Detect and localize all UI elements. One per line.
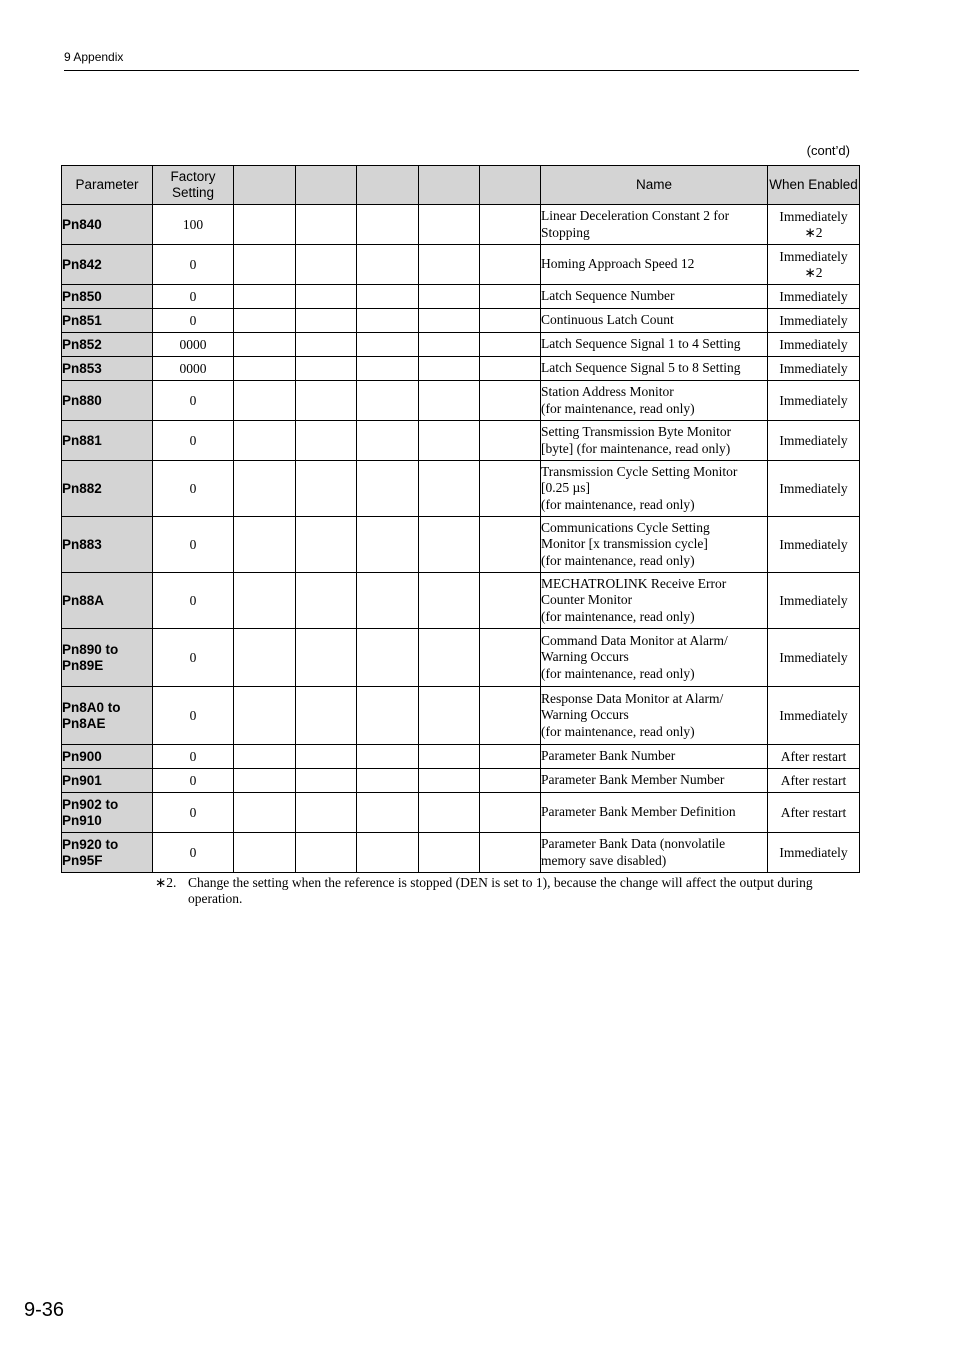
blank-cell <box>296 357 357 381</box>
name-cell <box>541 573 768 629</box>
parameter-cell <box>62 833 153 873</box>
header-when-enabled: When Enabled <box>768 166 860 205</box>
blank-cell <box>357 333 419 357</box>
factory-setting-cell: 100 <box>153 205 234 245</box>
factory-setting-cell: 0 <box>153 461 234 517</box>
factory-setting-cell: 0 <box>153 745 234 769</box>
blank-cell <box>234 573 296 629</box>
parameter-line: Pn901 <box>62 772 102 788</box>
when-enabled-line: Immediately <box>779 208 848 224</box>
when-enabled-cell <box>768 461 860 517</box>
name-line: Parameter Bank Member Number <box>541 772 725 788</box>
when-enabled-line: Immediately <box>779 536 848 552</box>
blank-cell <box>234 421 296 461</box>
blank-cell <box>234 629 296 687</box>
blank-cell <box>357 833 419 873</box>
name-cell <box>541 245 768 285</box>
table-row <box>62 333 860 357</box>
parameter-table <box>61 165 860 873</box>
blank-cell <box>296 517 357 573</box>
blank-cell <box>296 573 357 629</box>
factory-setting-cell: 0 <box>153 285 234 309</box>
table-row <box>62 461 860 517</box>
factory-setting-cell: 0 <box>153 309 234 333</box>
name-cell <box>541 309 768 333</box>
table-row <box>62 793 860 833</box>
when-enabled-line: Immediately <box>779 288 848 304</box>
blank-cell <box>419 245 480 285</box>
blank-cell <box>480 833 541 873</box>
blank-cell <box>357 421 419 461</box>
name-cell <box>541 517 768 573</box>
parameter-line: Pn890 to <box>62 641 119 657</box>
blank-cell <box>234 745 296 769</box>
when-enabled-line: Immediately <box>779 592 848 608</box>
name-cell <box>541 381 768 421</box>
name-cell <box>541 357 768 381</box>
when-enabled-cell <box>768 309 860 333</box>
blank-cell <box>234 245 296 285</box>
parameter-line: Pn842 <box>62 256 102 272</box>
name-line: Command Data Monitor at Alarm/ <box>541 632 728 648</box>
when-enabled-line: Immediately <box>779 336 848 352</box>
factory-setting-cell: 0000 <box>153 333 234 357</box>
blank-cell <box>357 517 419 573</box>
when-enabled-cell <box>768 333 860 357</box>
name-line: Parameter Bank Member Definition <box>541 804 736 820</box>
name-line: MECHATROLINK Receive Error <box>541 575 727 591</box>
when-enabled-line: Immediately <box>779 360 848 376</box>
table-row <box>62 769 860 793</box>
blank-cell <box>296 421 357 461</box>
factory-setting-cell: 0 <box>153 769 234 793</box>
name-line: (for maintenance, read only) <box>541 496 695 512</box>
when-enabled-line: Immediately <box>779 480 848 496</box>
continued-label: (cont’d) <box>806 143 850 158</box>
parameter-cell <box>62 245 153 285</box>
header-blank-column <box>296 166 357 205</box>
blank-cell <box>419 421 480 461</box>
name-line: Continuous Latch Count <box>541 312 674 328</box>
parameter-cell <box>62 381 153 421</box>
when-enabled-line: Immediately <box>779 432 848 448</box>
blank-cell <box>480 517 541 573</box>
blank-cell <box>296 205 357 245</box>
parameter-cell <box>62 461 153 517</box>
blank-cell <box>357 461 419 517</box>
blank-cell <box>234 205 296 245</box>
blank-cell <box>480 333 541 357</box>
blank-cell <box>419 461 480 517</box>
name-line: (for maintenance, read only) <box>541 608 695 624</box>
table-row <box>62 573 860 629</box>
name-line: Latch Sequence Signal 1 to 4 Setting <box>541 336 741 352</box>
blank-cell <box>357 629 419 687</box>
when-enabled-line: ∗2 <box>804 264 823 280</box>
blank-cell <box>357 309 419 333</box>
parameter-cell <box>62 745 153 769</box>
footnote <box>155 875 855 907</box>
parameter-line: Pn89E <box>62 657 104 673</box>
parameter-cell <box>62 285 153 309</box>
name-line: Parameter Bank Number <box>541 748 676 764</box>
blank-cell <box>296 245 357 285</box>
parameter-line: Pn852 <box>62 336 102 352</box>
header-rule <box>64 70 859 71</box>
parameter-cell <box>62 687 153 745</box>
blank-cell <box>480 381 541 421</box>
parameter-cell <box>62 421 153 461</box>
name-cell <box>541 629 768 687</box>
name-line: (for maintenance, read only) <box>541 665 695 681</box>
table-row <box>62 381 860 421</box>
parameter-line: Pn900 <box>62 748 102 764</box>
blank-cell <box>480 285 541 309</box>
blank-cell <box>357 205 419 245</box>
table-row <box>62 687 860 745</box>
when-enabled-cell <box>768 517 860 573</box>
table-row <box>62 517 860 573</box>
blank-cell <box>357 687 419 745</box>
name-line: Linear Deceleration Constant 2 for <box>541 208 730 223</box>
name-line: Stopping <box>541 224 590 240</box>
blank-cell <box>296 745 357 769</box>
blank-cell <box>234 461 296 517</box>
blank-cell <box>480 205 541 245</box>
name-cell <box>541 833 768 873</box>
parameter-line: Pn840 <box>62 216 102 232</box>
parameter-cell <box>62 205 153 245</box>
name-line: Counter Monitor <box>541 592 633 608</box>
parameter-line: Pn882 <box>62 480 102 496</box>
when-enabled-cell <box>768 245 860 285</box>
header-parameter: Parameter <box>62 166 153 205</box>
parameter-cell <box>62 517 153 573</box>
factory-setting-cell: 0000 <box>153 357 234 381</box>
when-enabled-line: After restart <box>780 748 847 764</box>
blank-cell <box>296 285 357 309</box>
blank-cell <box>234 793 296 833</box>
table-row <box>62 745 860 769</box>
name-line: Warning Occurs <box>541 649 629 665</box>
when-enabled-cell <box>768 629 860 687</box>
blank-cell <box>296 629 357 687</box>
when-enabled-cell <box>768 833 860 873</box>
blank-cell <box>419 793 480 833</box>
factory-setting-cell: 0 <box>153 629 234 687</box>
table-row <box>62 309 860 333</box>
blank-cell <box>419 285 480 309</box>
blank-cell <box>296 687 357 745</box>
blank-cell <box>357 357 419 381</box>
parameter-line: Pn853 <box>62 360 102 376</box>
table-body <box>62 205 860 873</box>
parameter-line: Pn881 <box>62 432 102 448</box>
when-enabled-cell <box>768 205 860 245</box>
table-row <box>62 285 860 309</box>
section-header: 9 Appendix <box>64 50 124 64</box>
factory-setting-cell: 0 <box>153 517 234 573</box>
blank-cell <box>480 687 541 745</box>
blank-cell <box>419 573 480 629</box>
table-row <box>62 205 860 245</box>
parameter-line: Pn851 <box>62 312 102 328</box>
blank-cell <box>419 687 480 745</box>
parameter-line: Pn883 <box>62 536 102 552</box>
when-enabled-cell <box>768 687 860 745</box>
blank-cell <box>296 309 357 333</box>
blank-cell <box>296 769 357 793</box>
name-cell <box>541 333 768 357</box>
blank-cell <box>480 745 541 769</box>
header-factory-setting: Factory Setting <box>153 166 234 205</box>
blank-cell <box>296 793 357 833</box>
page-number: 9-36 <box>24 1299 65 1321</box>
blank-cell <box>480 793 541 833</box>
when-enabled-cell <box>768 285 860 309</box>
parameter-line: Pn8A0 to <box>62 699 121 715</box>
blank-cell <box>419 629 480 687</box>
blank-cell <box>296 833 357 873</box>
blank-cell <box>419 309 480 333</box>
blank-cell <box>296 381 357 421</box>
header-blank-column <box>480 166 541 205</box>
name-cell <box>541 205 768 245</box>
blank-cell <box>234 381 296 421</box>
name-line: (for maintenance, read only) <box>541 400 695 416</box>
blank-cell <box>357 745 419 769</box>
blank-cell <box>480 461 541 517</box>
when-enabled-cell <box>768 357 860 381</box>
table-row <box>62 629 860 687</box>
parameter-line: Pn920 to <box>62 836 119 852</box>
parameter-line: Pn88A <box>62 592 105 608</box>
blank-cell <box>480 357 541 381</box>
name-line: (for maintenance, read only) <box>541 552 695 568</box>
parameter-cell <box>62 333 153 357</box>
parameter-cell <box>62 769 153 793</box>
blank-cell <box>357 381 419 421</box>
when-enabled-line: Immediately <box>779 312 848 328</box>
when-enabled-line: Immediately <box>779 392 848 408</box>
blank-cell <box>419 205 480 245</box>
blank-cell <box>357 769 419 793</box>
factory-setting-cell: 0 <box>153 833 234 873</box>
table-row <box>62 245 860 285</box>
blank-cell <box>480 573 541 629</box>
blank-cell <box>234 333 296 357</box>
header-blank-column <box>419 166 480 205</box>
blank-cell <box>357 285 419 309</box>
blank-cell <box>296 333 357 357</box>
name-cell <box>541 793 768 833</box>
name-line: Transmission Cycle Setting Monitor <box>541 463 738 479</box>
when-enabled-line: After restart <box>780 772 847 788</box>
parameter-line: Pn8AE <box>62 715 106 731</box>
name-line: Latch Sequence Signal 5 to 8 Setting <box>541 360 741 376</box>
name-cell <box>541 421 768 461</box>
blank-cell <box>234 309 296 333</box>
blank-cell <box>234 285 296 309</box>
when-enabled-line: After restart <box>780 804 847 820</box>
blank-cell <box>234 769 296 793</box>
parameter-cell <box>62 573 153 629</box>
name-line: Latch Sequence Number <box>541 288 675 304</box>
footnote-marker: ∗2. <box>155 875 177 890</box>
factory-setting-cell: 0 <box>153 573 234 629</box>
blank-cell <box>480 629 541 687</box>
blank-cell <box>419 381 480 421</box>
name-line: [0.25 µs] <box>541 480 591 496</box>
blank-cell <box>357 793 419 833</box>
parameter-cell <box>62 357 153 381</box>
parameter-cell <box>62 629 153 687</box>
name-line: Homing Approach Speed 12 <box>541 256 695 272</box>
blank-cell <box>357 245 419 285</box>
blank-cell <box>357 573 419 629</box>
parameter-line: Pn880 <box>62 392 102 408</box>
when-enabled-cell <box>768 421 860 461</box>
factory-setting-cell: 0 <box>153 245 234 285</box>
blank-cell <box>419 357 480 381</box>
when-enabled-cell <box>768 745 860 769</box>
when-enabled-cell <box>768 769 860 793</box>
when-enabled-cell <box>768 573 860 629</box>
name-line: (for maintenance, read only) <box>541 723 695 739</box>
factory-setting-cell: 0 <box>153 793 234 833</box>
name-cell <box>541 769 768 793</box>
when-enabled-line: ∗2 <box>804 224 823 240</box>
blank-cell <box>419 333 480 357</box>
header-blank-column <box>234 166 296 205</box>
blank-cell <box>234 833 296 873</box>
when-enabled-line: Immediately <box>779 844 848 860</box>
name-line: Setting Transmission Byte Monitor <box>541 424 732 439</box>
blank-cell <box>480 421 541 461</box>
blank-cell <box>296 461 357 517</box>
name-line: [byte] (for maintenance, read only) <box>541 440 731 456</box>
when-enabled-cell <box>768 381 860 421</box>
parameter-cell <box>62 793 153 833</box>
blank-cell <box>419 769 480 793</box>
name-line: Monitor [x transmission cycle] <box>541 536 708 552</box>
header-blank-column <box>357 166 419 205</box>
name-cell <box>541 461 768 517</box>
name-line: Warning Occurs <box>541 707 629 723</box>
when-enabled-cell <box>768 793 860 833</box>
parameter-line: Pn902 to <box>62 796 119 812</box>
name-line: Response Data Monitor at Alarm/ <box>541 690 724 706</box>
name-cell <box>541 687 768 745</box>
table-row <box>62 357 860 381</box>
table-header-row <box>62 166 860 205</box>
table-row <box>62 833 860 873</box>
blank-cell <box>480 309 541 333</box>
footnote-text: Change the setting when the reference is stopped (DEN is set to 1), because the change will affect the output during operation. <box>188 875 813 906</box>
parameter-cell <box>62 309 153 333</box>
blank-cell <box>419 833 480 873</box>
blank-cell <box>234 357 296 381</box>
parameter-line: Pn850 <box>62 288 102 304</box>
name-cell <box>541 285 768 309</box>
name-line: Station Address Monitor <box>541 384 674 399</box>
factory-setting-cell: 0 <box>153 687 234 745</box>
blank-cell <box>419 745 480 769</box>
name-line: Parameter Bank Data (nonvolatile <box>541 836 726 851</box>
factory-setting-cell: 0 <box>153 421 234 461</box>
when-enabled-line: Immediately <box>779 649 848 665</box>
name-line: Communications Cycle Setting <box>541 519 710 535</box>
name-line: memory save disabled) <box>541 852 667 868</box>
blank-cell <box>480 245 541 285</box>
blank-cell <box>234 687 296 745</box>
parameter-line: Pn95F <box>62 852 103 868</box>
header-name: Name <box>541 166 768 205</box>
blank-cell <box>480 769 541 793</box>
blank-cell <box>419 517 480 573</box>
when-enabled-line: Immediately <box>779 707 848 723</box>
parameter-line: Pn910 <box>62 812 102 828</box>
table-row <box>62 421 860 461</box>
name-cell <box>541 745 768 769</box>
factory-setting-cell: 0 <box>153 381 234 421</box>
when-enabled-line: Immediately <box>779 248 848 264</box>
blank-cell <box>234 517 296 573</box>
